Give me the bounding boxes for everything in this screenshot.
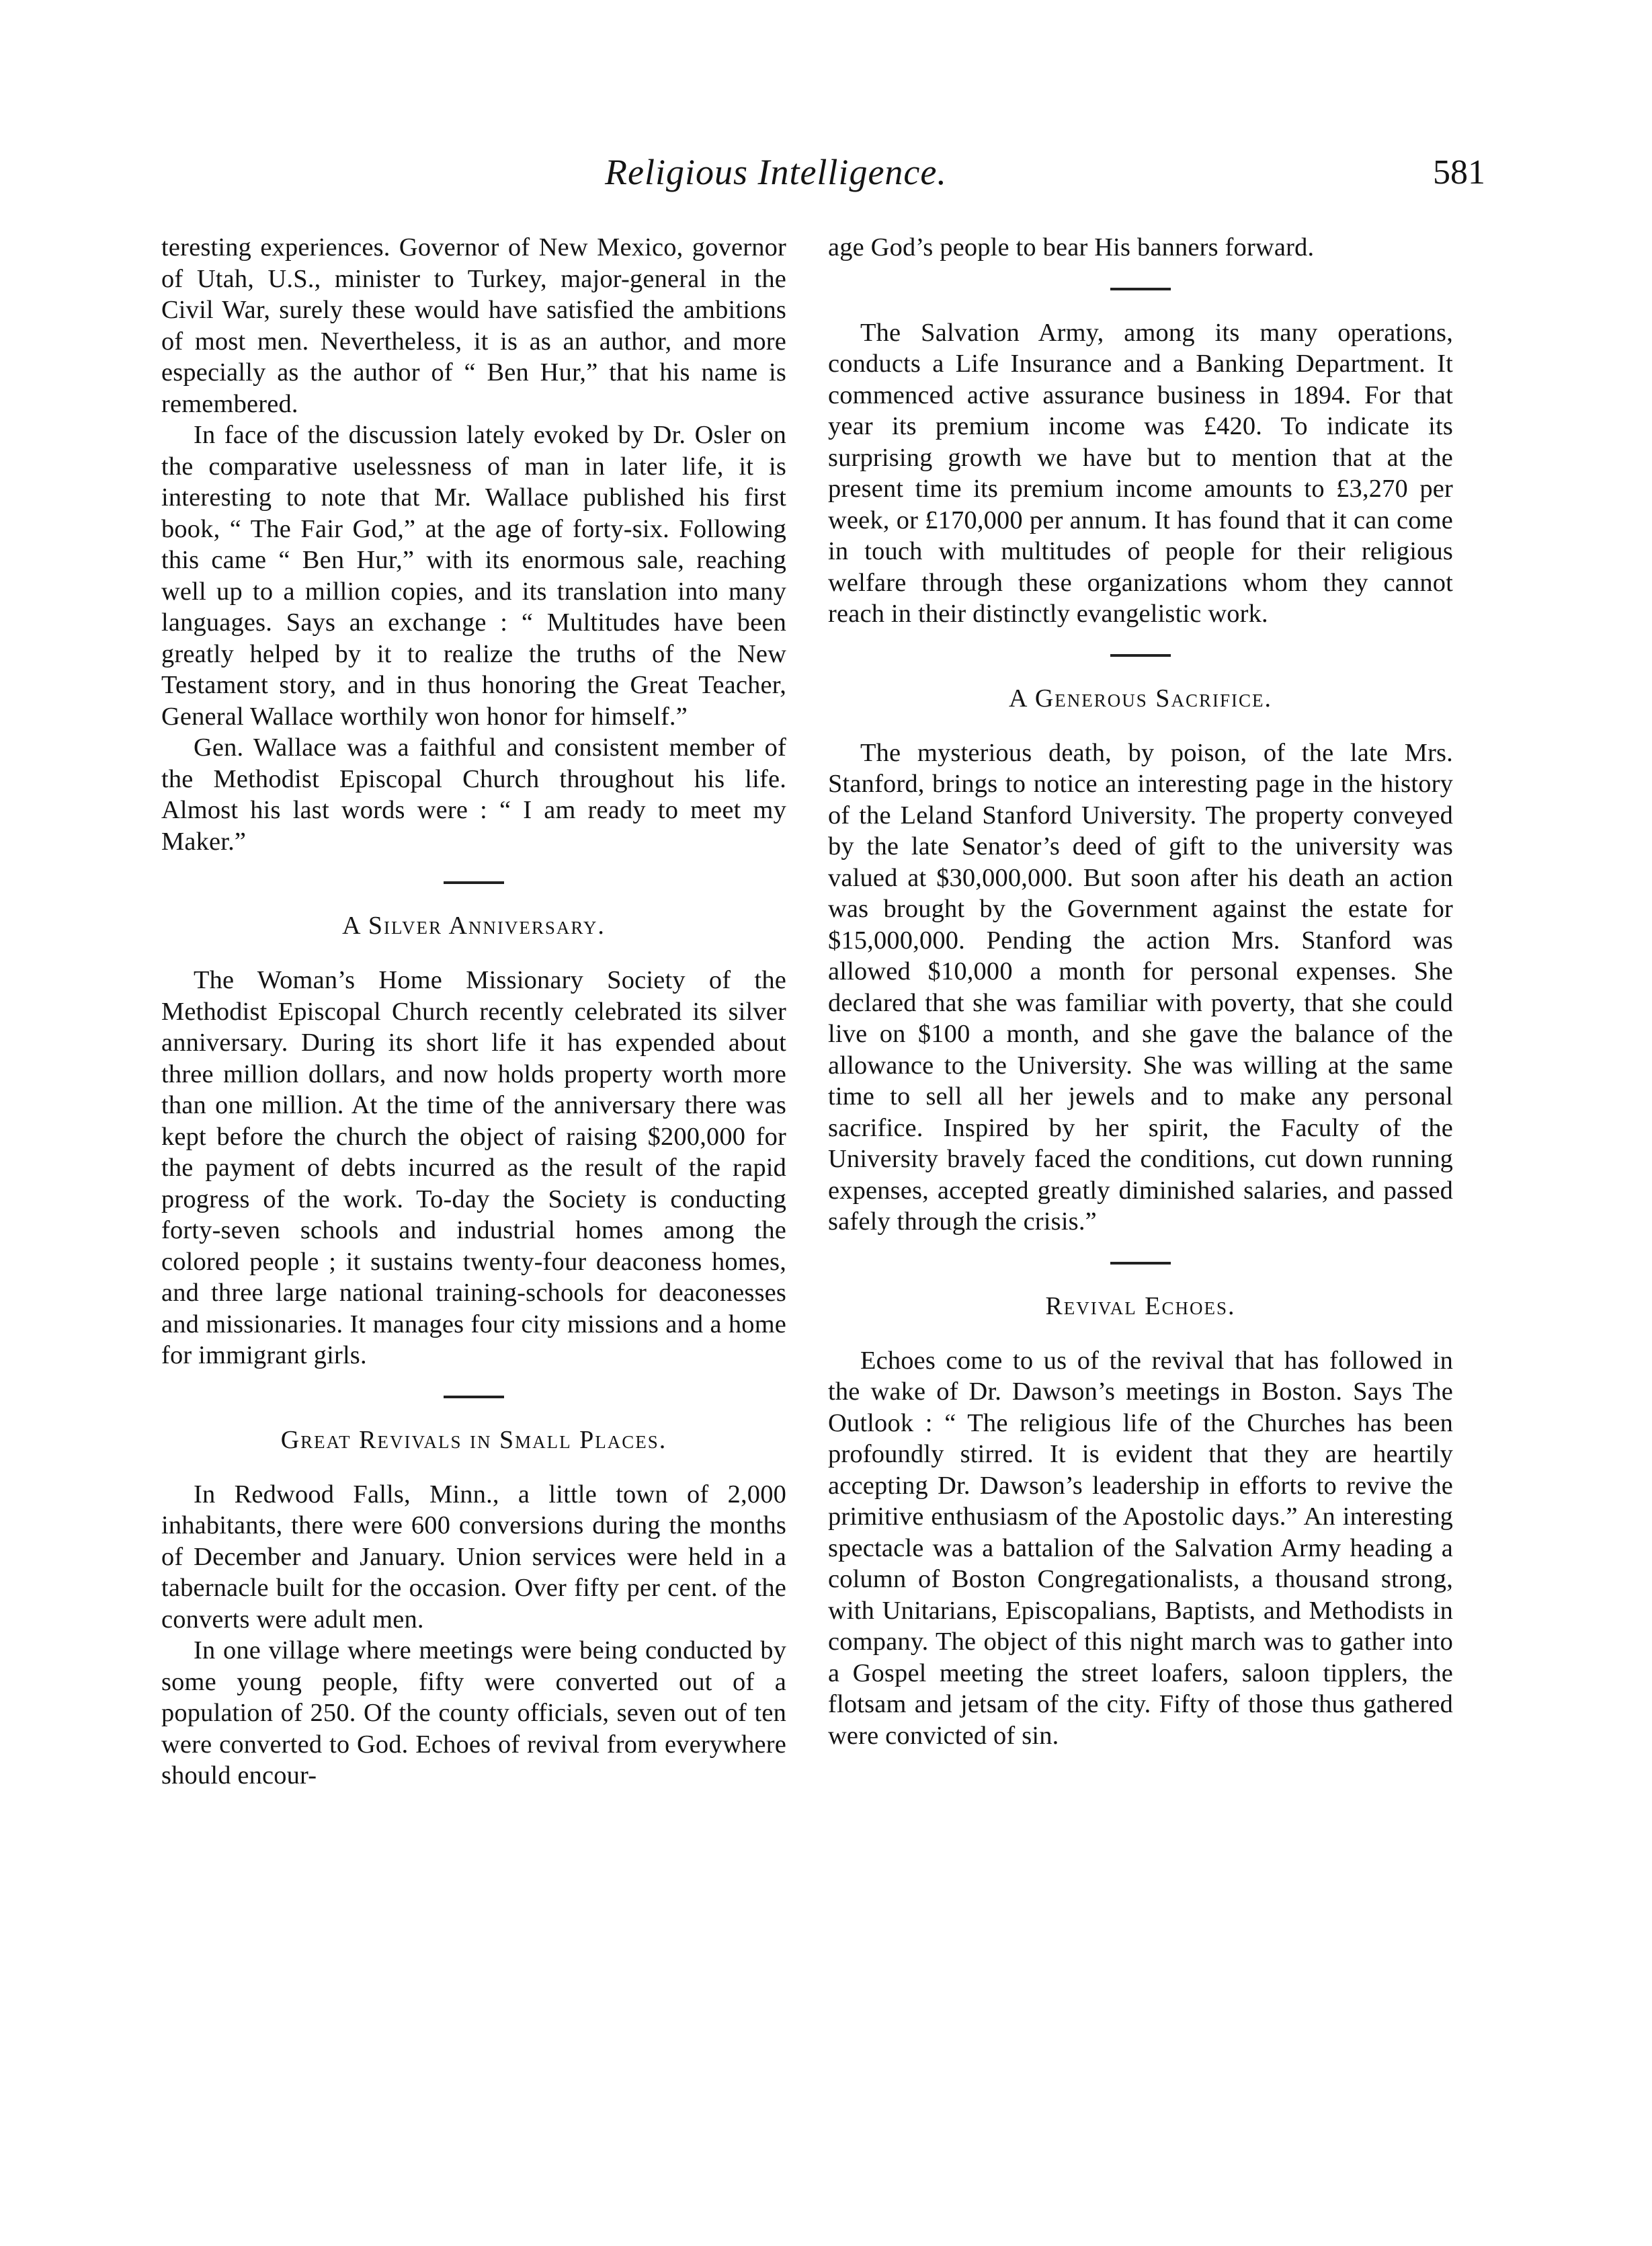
heading-revival-echoes: Revival Echoes. — [1045, 1291, 1236, 1320]
section-divider — [1110, 1262, 1171, 1265]
paragraph-dawson-boston: Echoes come to us of the revival that has followed in the wake of Dr. Dawson’s meetings in Boston. Says The Outlook : “ The religious life of the Churches has been profoundly stirred. It is evident that they are heartily accepting Dr. Dawson’s leadership in efforts to revive the primitive enthusiasm of the Apostolic days.” An interesting spectacle was a battalion of the Salvation Army heading a column of Boston Congregationalists, a thousand strong, with Unitarians, Episcopalians, Baptists, and Methodists in company. The object of this night march was to gather into a Gospel meeting the street loafers, saloon tipplers, the flotsam and jetsam of the city. Fifty of those thus gathered were convicted of sin. — [828, 1346, 1453, 1750]
paragraph-redwood-falls: In Redwood Falls, Minn., a little town of 2,000 inhabitants, there were 600 conversions during the months of December and January. Union services were held in a tabernacle built for the occasion. Over fifty per cent. of the converts were adult men. — [161, 1480, 786, 1634]
section-divider — [1110, 654, 1171, 657]
section-divider — [444, 1396, 504, 1398]
heading-silver-anniversary: A Silver Anniversary. — [342, 912, 606, 940]
section-divider — [1110, 288, 1171, 290]
heading-great-revivals: Great Revivals in Small Places. — [280, 1425, 667, 1454]
running-title: Religious Intelligence. — [605, 152, 947, 192]
left-column — [161, 232, 786, 1792]
paragraph-stanford: The mysterious death, by poison, of the late Mrs. Stanford, brings to notice an interesting page in the history of the Leland Stanford University. The property conveyed by the late Senator’s deed of gift to the university was valued at $30,000,000. But soon after his death an action was brought by the Government against the estate for $15,000,000. Pending the action Mrs. Stanford was allowed $10,000 a month for personal expenses. She declared that she was familiar with poverty, that she could live on $100 a month, and she gave the balance of the allowance to the University. She was willing at the same time to sell all her jewels and to make any personal sacrifice. Inspired by her spirit, the Faculty of the University bravely faced the conditions, cut down running expenses, accepted greatly diminished salaries, and passed safely through the crisis.” — [828, 738, 1453, 1236]
right-column — [828, 232, 1453, 1751]
paragraph-banners-forward: age God’s people to bear His banners forward. — [828, 233, 1315, 262]
page-header — [0, 151, 1652, 205]
section-divider — [444, 881, 504, 884]
page-number: 581 — [1433, 153, 1485, 192]
paragraph-wallace-methodist: Gen. Wallace was a faithful and consistent member of the Methodist Episcopal Church throughout his life. Almost his last words were : “ I am ready to meet my Maker.” — [161, 733, 786, 856]
heading-generous-sacrifice: A Generous Sacrifice. — [1009, 684, 1272, 713]
paragraph-village-meetings: In one village where meetings were being conducted by some young people, fifty were converted out of a population of 250. Of the county officials, seven out of ten were converted to God. Echoes of revival from everywhere should encour- — [161, 1636, 786, 1790]
paragraph-missionary-society: The Woman’s Home Missionary Society of the Methodist Episcopal Church recently celebrated its silver anniversary. During its short life it has expended about three million dollars, and now holds property worth more than one million. At the time of the anniversary there was kept before the church the object of raising $200,000 for the payment of debts incurred as the result of the rapid progress of the work. To-day the Society is conducting forty-seven schools and industrial homes among the colored people ; it sustains twenty-four deaconess homes, and three large national training-schools for deaconesses and missionaries. It manages four city missions and a home for immigrant girls. — [161, 966, 786, 1369]
paragraph-salvation-army-insurance: The Salvation Army, among its many operations, conducts a Life Insurance and a Banking Department. It commenced active assurance business in 1894. For that year its premium income was £420. To indicate its surprising growth we have but to mention that at the present time its premium income amounts to £3,270 per week, or £170,000 per annum. It has found that it can come in touch with multitudes of people for their religious welfare through these organizations whom they cannot reach in their distinctly evangelistic work. — [828, 318, 1453, 628]
paragraph-ben-hur: In face of the discussion lately evoked by Dr. Osler on the comparative uselessness of man in later life, it is interesting to note that Mr. Wallace published his first book, “ The Fair God,” at the age of forty-six. Following this came “ Ben Hur,” with its enormous sale, reaching well up to a million copies, and its translation into many languages. Says an exchange : “ Multitudes have been greatly helped by it to realize the truths of the New Testament story, and in thus honoring the Great Teacher, General Wallace worthily won honor for himself.” — [161, 421, 786, 731]
paragraph-wallace-career: teresting experiences. Governor of New Mexico, governor of Utah, U.S., minister to Turkey, major-general in the Civil War, surely these would have satisfied the ambitions of most men. Nevertheless, it is as an author, and more especially as the author of “ Ben Hur,” that his name is remembered. — [161, 233, 786, 418]
